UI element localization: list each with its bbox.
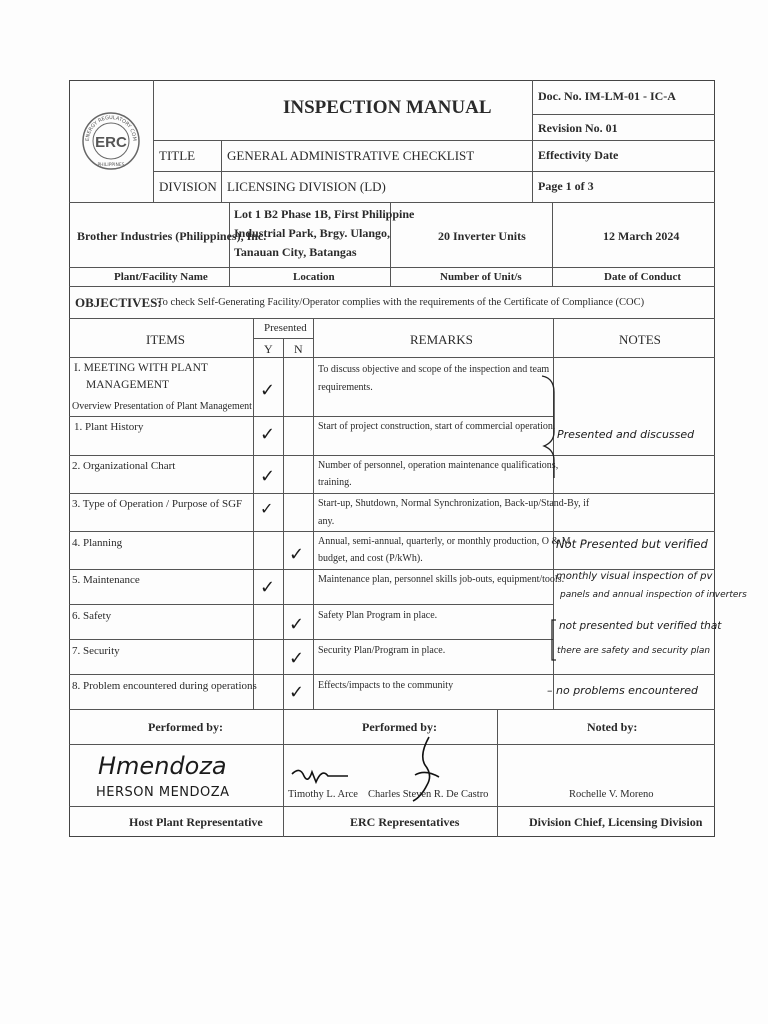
facility-date: 12 March 2024: [603, 229, 680, 243]
erc-signature-scribble-1: [290, 760, 350, 790]
effectivity-date: Effectivity Date: [538, 148, 619, 162]
performed-by-label-2: Performed by:: [362, 720, 437, 734]
chief-role: Division Chief, Licensing Division: [529, 815, 703, 829]
facility-location-line-2: Industrial Park, Brgy. Ulango,: [234, 226, 391, 240]
division-label: DIVISION: [159, 179, 217, 194]
note-no-problems: – no problems encountered: [547, 684, 698, 697]
noted-by-name: Rochelle V. Moreno: [569, 789, 654, 800]
erc-seal-logo: [81, 96, 141, 186]
item-label: 4. Planning: [72, 537, 123, 549]
remark-line-1: Security Plan/Program in place.: [318, 645, 446, 656]
col-notes: NOTES: [619, 332, 661, 347]
facility-units: 20 Inverter Units: [438, 229, 526, 243]
erc-rep-name-1: Timothy L. Arce: [288, 789, 358, 800]
host-role: Host Plant Representative: [129, 815, 263, 829]
handwritten-bracket-small: [548, 618, 558, 662]
remark-line-1: To discuss objective and scope of the inspection and team: [318, 364, 550, 375]
check-mark-no: ✓: [289, 682, 305, 703]
page-number: Page 1 of 3: [538, 179, 594, 193]
label-location: Location: [293, 271, 335, 283]
item-label: 8. Problem encountered during operations: [72, 680, 257, 692]
item-label: 2. Organizational Chart: [72, 460, 176, 472]
check-mark-no: ✓: [289, 614, 305, 635]
manual-title: INSPECTION MANUAL: [283, 97, 492, 118]
erc-role: ERC Representatives: [350, 815, 460, 829]
label-date: Date of Conduct: [604, 271, 681, 283]
remark-line-1: Maintenance plan, personnel skills job-outs, equipment/tools.: [318, 574, 565, 585]
svg-text:ERC: ERC: [95, 134, 127, 151]
note-maintenance-line-2: panels and annual inspection of inverters: [560, 590, 747, 600]
note-maintenance-line-1: monthly visual inspection of pv: [556, 571, 713, 582]
item-label: 3. Type of Operation / Purpose of SGF: [72, 498, 243, 510]
col-y: Y: [264, 342, 273, 356]
check-mark-yes: ✓: [260, 380, 276, 401]
facility-name: Brother Industries (Philippines), Inc.: [77, 229, 267, 243]
item-sublabel: Overview Presentation of Plant Management: [72, 401, 252, 412]
check-mark-yes: ✓: [260, 499, 274, 518]
remark-line-1: Start of project construction, start of commercial operation.: [318, 421, 556, 432]
title-value: GENERAL ADMINISTRATIVE CHECKLIST: [227, 148, 475, 163]
item-label: 6. Safety: [72, 610, 112, 622]
col-remarks: REMARKS: [410, 332, 473, 347]
check-mark-yes: ✓: [260, 577, 276, 598]
note-not-presented-verified: Not Presented but verified: [556, 537, 708, 551]
note-presented-discussed: Presented and discussed: [557, 428, 695, 441]
remark-line-1: Number of personnel, operation maintenance qualifications,: [318, 460, 559, 471]
remark-line-2: training.: [318, 477, 352, 488]
objectives-label: OBJECTIVES:: [75, 295, 162, 310]
remark-line-1: Annual, semi-annual, quarterly, or monthly production, O & M: [318, 536, 571, 547]
note-safety-line-1: not presented but verified that: [559, 620, 722, 632]
title-label: TITLE: [159, 148, 196, 163]
doc-number: Doc. No. IM-LM-01 - IC-A: [538, 89, 676, 103]
col-items: ITEMS: [146, 332, 185, 347]
check-mark-yes: ✓: [260, 466, 276, 487]
label-facility-name: Plant/Facility Name: [114, 271, 208, 283]
remark-line-2: budget, and cost (P/kWh).: [318, 553, 423, 564]
item-label-cont: MANAGEMENT: [86, 379, 170, 391]
facility-location-line-3: Tanauan City, Batangas: [234, 245, 357, 259]
remark-line-1: Safety Plan Program in place.: [318, 610, 438, 621]
label-units: Number of Unit/s: [440, 271, 522, 283]
check-mark-no: ✓: [289, 544, 305, 565]
svg-text:PHILIPPINES: PHILIPPINES: [97, 163, 125, 168]
handwritten-bracket: [540, 372, 560, 482]
check-mark-yes: ✓: [260, 424, 276, 445]
col-presented: Presented: [264, 322, 307, 334]
item-label: I. MEETING WITH PLANT: [74, 362, 208, 374]
revision-number: Revision No. 01: [538, 121, 618, 135]
host-signature: Hmendoza: [98, 752, 227, 780]
item-label: 7. Security: [72, 645, 120, 657]
erc-rep-name-2: Charles Steven R. De Castro: [368, 789, 489, 800]
remark-line-2: any.: [318, 516, 335, 527]
remark-line-2: requirements.: [318, 382, 373, 393]
item-label: 1. Plant History: [74, 421, 144, 433]
performed-by-label-1: Performed by:: [148, 720, 223, 734]
item-label: 5. Maintenance: [72, 574, 140, 586]
remark-line-1: Effects/impacts to the community: [318, 680, 454, 691]
facility-location-line-1: Lot 1 B2 Phase 1B, First Philippine: [234, 207, 415, 221]
host-name-handwritten: HERSON MENDOZA: [96, 785, 230, 800]
col-n: N: [294, 342, 303, 356]
remark-line-1: Start-up, Shutdown, Normal Synchronization, Back-up/Stand-By, if: [318, 498, 590, 509]
svg-text:ENERGY REGULATORY COMMISSION: ENERGY REGULATORY COM: [84, 114, 138, 142]
division-value: LICENSING DIVISION (LD): [227, 179, 386, 194]
note-safety-line-2: there are safety and security plan: [557, 646, 711, 656]
objectives-text: To check Self-Generating Facility/Operator complies with the requirements of the Certificate of Compliance (COC): [157, 297, 645, 308]
check-mark-no: ✓: [289, 648, 305, 669]
noted-by-label: Noted by:: [587, 720, 638, 734]
